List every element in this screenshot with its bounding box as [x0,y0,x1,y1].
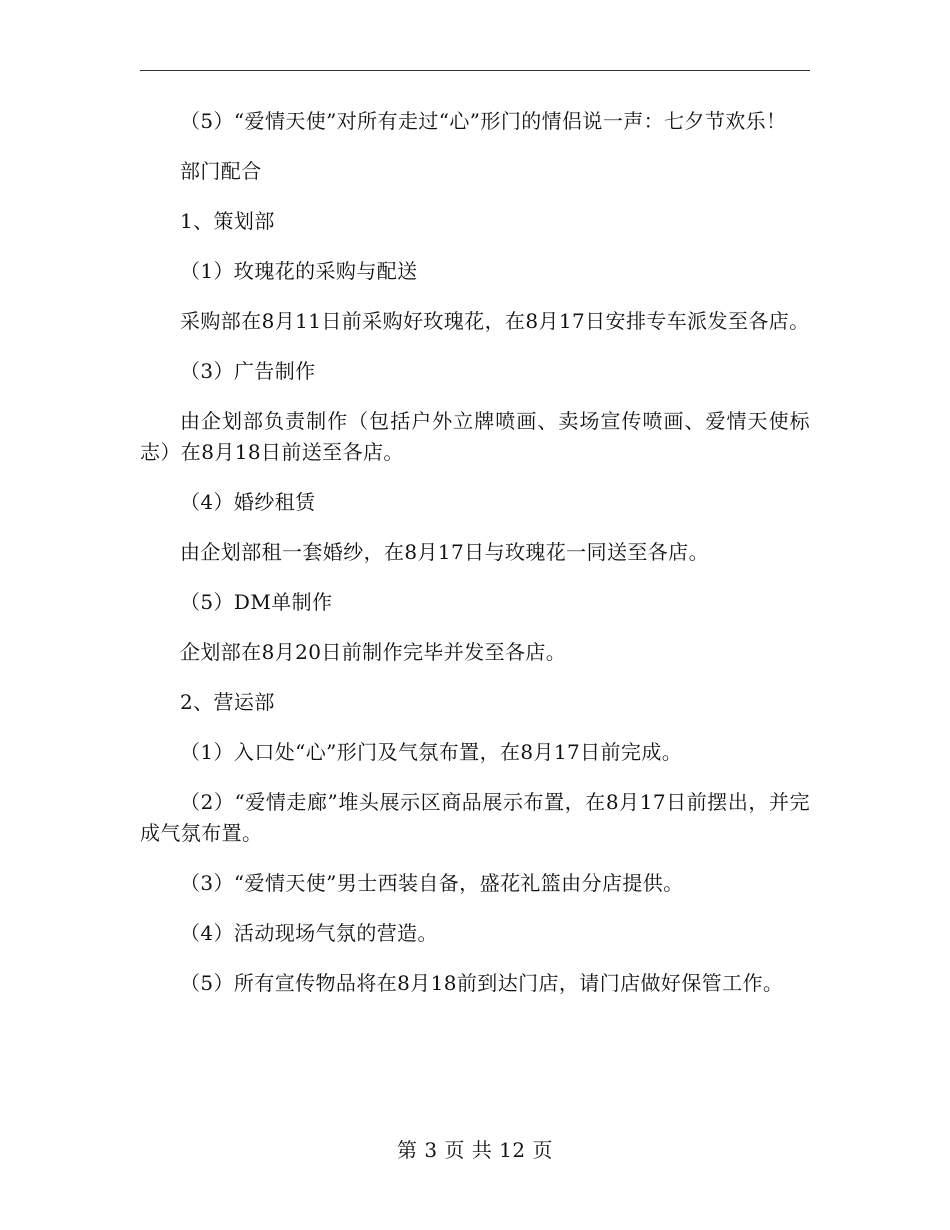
subsection-heading: （1）玫瑰花的采购与配送 [180,259,418,283]
paragraph: （1）入口处“心”形门及气氛布置，在8月17日前完成。 [180,740,683,764]
subsection-heading: （3）广告制作 [180,359,316,383]
page-number-footer: 第 3 页 共 12 页 [397,1138,553,1162]
paragraph: 企划部在8月20日前制作完毕并发至各店。 [180,640,567,664]
paragraph: （5）“爱情天使”对所有走过“心”形门的情侣说一声：七夕节欢乐！ [180,109,787,133]
paragraph: （3）“爱情天使”男士西装自备，盛花礼篮由分店提供。 [180,871,684,895]
section-heading: 2、营运部 [180,690,275,714]
document-body [140,106,810,1018]
subsection-heading: （5）DM单制作 [180,590,333,614]
section-heading: 部门配合 [180,159,262,183]
paragraph: （2）“爱情走廊”堆头展示区商品展示布置，在8月17日前摆出，并完成气氛布置。 [140,790,810,845]
subsection-heading: （4）婚纱租赁 [180,490,316,514]
paragraph: （5）所有宣传物品将在8月18前到达门店，请门店做好保管工作。 [180,971,784,995]
paragraph: 由企划部负责制作（包括户外立牌喷画、卖场宣传喷画、爱情天使标志）在8月18日前送至各店。 [140,409,810,464]
paragraph: 采购部在8月11日前采购好玫瑰花，在8月17日安排专车派发至各店。 [180,309,810,333]
header-rule [140,70,810,71]
section-heading: 1、策划部 [180,209,275,233]
paragraph: 由企划部租一套婚纱，在8月17日与玫瑰花一同送至各店。 [180,540,709,564]
paragraph: （4）活动现场气氛的营造。 [180,921,438,945]
